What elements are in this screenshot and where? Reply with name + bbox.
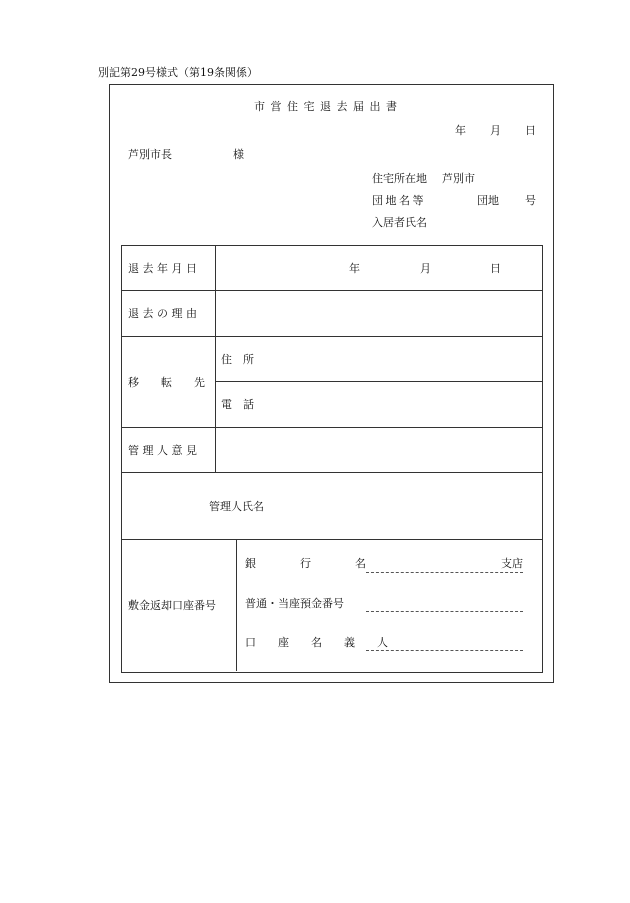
- account-number-label: 普通・当座預金番号: [245, 597, 344, 610]
- date-day-label: 日: [525, 124, 536, 137]
- bank-name-line: [366, 572, 523, 573]
- address-value: 芦別市: [442, 172, 475, 185]
- reason-label: 退 去 の 理 由: [128, 307, 197, 320]
- date-year-label: 年: [455, 124, 466, 137]
- addressee-honorific: 様: [233, 148, 244, 161]
- form-label: 別記第29号様式（第19条関係）: [98, 66, 258, 79]
- move-out-date-label: 退 去 年 月 日: [128, 262, 197, 275]
- row-divider: [121, 539, 542, 540]
- resident-name-label: 入居者氏名: [372, 216, 427, 229]
- account-holder-label: 口 座 名 義 人: [245, 636, 388, 649]
- manager-opinion-label: 管 理 人 意 見: [128, 444, 197, 457]
- account-number-line: [366, 611, 523, 612]
- deposit-account-label: 敷金返却口座番号: [128, 599, 216, 612]
- date-month-label: 月: [490, 124, 501, 137]
- column-divider: [215, 245, 216, 472]
- addressee-name: 芦別市長: [128, 148, 172, 161]
- page-title: 市 営 住 宅 退 去 届 出 書: [254, 100, 398, 113]
- row-divider: [121, 427, 542, 428]
- row-divider: [121, 290, 542, 291]
- row-divider: [121, 336, 542, 337]
- move-out-day-label: 日: [490, 262, 501, 275]
- move-out-year-label: 年: [349, 262, 360, 275]
- bank-name-label: 銀 行 名: [245, 557, 366, 570]
- danchi-label: 団 地 名 等: [372, 194, 424, 207]
- move-out-month-label: 月: [420, 262, 431, 275]
- destination-address-label: 住 所: [221, 353, 254, 366]
- branch-suffix: 支店: [501, 557, 523, 570]
- row-divider: [215, 381, 542, 382]
- address-label: 住宅所在地: [372, 172, 427, 185]
- row-divider: [121, 472, 542, 473]
- account-holder-line: [366, 650, 523, 651]
- column-divider: [236, 539, 237, 671]
- danchi-suffix: 団地: [477, 194, 499, 207]
- manager-name-label: 管理人氏名: [209, 500, 264, 513]
- destination-phone-label: 電 話: [221, 398, 254, 411]
- number-suffix: 号: [525, 194, 536, 207]
- destination-label: 移 転 先: [128, 376, 205, 389]
